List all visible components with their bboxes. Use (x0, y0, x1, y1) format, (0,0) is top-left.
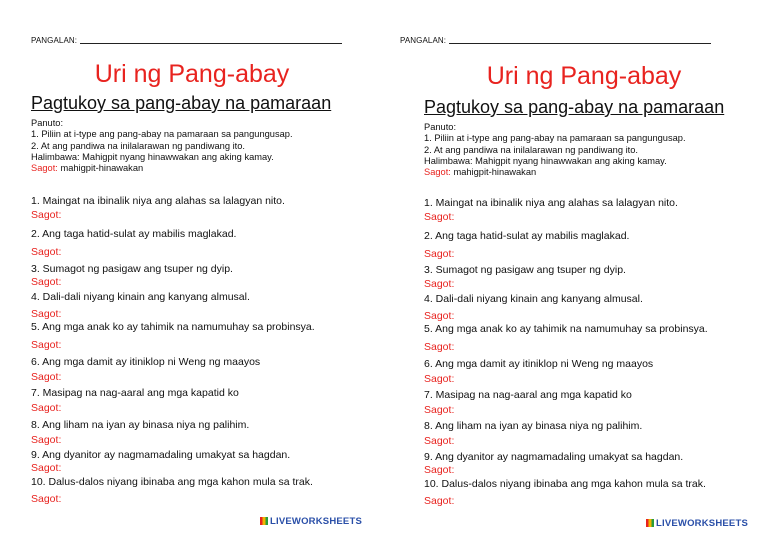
example-sentence: Halimbawa: Mahigpit nyang hinawwakan ang aking kamay. (31, 151, 274, 162)
answer-field-10[interactable]: Sagot: (424, 495, 455, 507)
answer-field-6[interactable]: Sagot: (31, 371, 62, 383)
example-answer-value: mahigpit-hinawakan (57, 163, 144, 174)
worksheet-right (384, 0, 768, 543)
question-7: 7. Masipag na nag-aaral ang mga kapatid ko (31, 387, 239, 399)
answer-field-10[interactable]: Sagot: (31, 493, 62, 505)
instruction-line-1: 1. Piliin at i-type ang pang-abay na pamaraan sa pangungusap. (424, 133, 686, 144)
instructions (424, 122, 686, 178)
question-5: 5. Ang mga anak ko ay tahimik na namumuhay sa probinsya. (31, 321, 315, 333)
answer-field-3[interactable]: Sagot: (424, 278, 455, 290)
answer-field-9[interactable]: Sagot: (31, 462, 62, 474)
question-6: 6. Ang mga damit ay itiniklop ni Weng ng maayos (31, 356, 261, 368)
question-2: 2. Ang taga hatid-sulat ay mabilis maglakad. (31, 228, 237, 240)
answer-field-2[interactable]: Sagot: (31, 246, 62, 258)
instructions (31, 118, 293, 174)
name-blank-line[interactable] (80, 43, 342, 44)
answer-field-9[interactable]: Sagot: (424, 464, 455, 476)
worksheet-title: Uri ng Pang-abay (94, 60, 290, 88)
example-answer-value: mahigpit-hinawakan (450, 167, 537, 178)
question-10: 10. Dalus-dalos niyang ibinaba ang mga kahon mula sa trak. (31, 476, 313, 488)
answer-field-3[interactable]: Sagot: (31, 276, 62, 288)
instruction-line-2: 2. At ang pandiwa na inilalarawan ng pandiwang ito. (424, 144, 638, 155)
worksheet-subtitle: Pagtukoy sa pang-abay na pamaraan (31, 93, 332, 113)
answer-field-4[interactable]: Sagot: (424, 310, 455, 322)
answer-field-8[interactable]: Sagot: (424, 435, 455, 447)
answer-field-1[interactable]: Sagot: (424, 211, 455, 223)
name-field (31, 36, 342, 45)
worksheet-title: Uri ng Pang-abay (486, 62, 682, 90)
question-1: 1. Maingat na ibinalik niya ang alahas sa lalagyan nito. (31, 195, 285, 207)
question-7: 7. Masipag na nag-aaral ang mga kapatid ko (424, 389, 632, 401)
answer-field-7[interactable]: Sagot: (424, 404, 455, 416)
answer-field-2[interactable]: Sagot: (424, 248, 455, 260)
example-answer (31, 163, 293, 174)
instructions-heading: Panuto: (31, 118, 64, 128)
example-answer-label: Sagot: (424, 167, 451, 178)
question-4: 4. Dali-dali niyang kinain ang kanyang almusal. (424, 293, 643, 305)
question-8: 8. Ang liham na iyan ay binasa niya ng palihim. (424, 420, 643, 432)
logo-text: LIVEWORKSHEETS (656, 518, 749, 529)
question-10: 10. Dalus-dalos niyang ibinaba ang mga kahon mula sa trak. (424, 478, 706, 490)
question-5: 5. Ang mga anak ko ay tahimik na namumuhay sa probinsya. (424, 323, 708, 335)
example-answer (424, 167, 686, 178)
question-2: 2. Ang taga hatid-sulat ay mabilis maglakad. (424, 230, 630, 242)
example-sentence: Halimbawa: Mahigpit nyang hinawwakan ang aking kamay. (424, 155, 667, 166)
logo-text: LIVEWORKSHEETS (270, 516, 363, 527)
question-8: 8. Ang liham na iyan ay binasa niya ng palihim. (31, 419, 250, 431)
answer-field-6[interactable]: Sagot: (424, 373, 455, 385)
worksheet-subtitle: Pagtukoy sa pang-abay na pamaraan (424, 97, 725, 117)
liveworksheets-logo-icon (260, 517, 268, 525)
question-4: 4. Dali-dali niyang kinain ang kanyang almusal. (31, 291, 250, 303)
liveworksheets-logo-icon (646, 519, 654, 527)
question-6: 6. Ang mga damit ay itiniklop ni Weng ng maayos (424, 358, 654, 370)
answer-field-4[interactable]: Sagot: (31, 308, 62, 320)
question-3: 3. Sumagot ng pasigaw ang tsuper ng dyip. (31, 263, 233, 275)
answer-field-8[interactable]: Sagot: (31, 434, 62, 446)
liveworksheets-logo (646, 518, 748, 529)
name-blank-line[interactable] (449, 43, 711, 44)
instructions-heading: Panuto: (424, 122, 457, 132)
answer-field-1[interactable]: Sagot: (31, 209, 62, 221)
instruction-line-1: 1. Piliin at i-type ang pang-abay na pamaraan sa pangungusap. (31, 129, 293, 140)
question-1: 1. Maingat na ibinalik niya ang alahas sa lalagyan nito. (424, 197, 678, 209)
liveworksheets-logo (260, 516, 362, 527)
answer-field-5[interactable]: Sagot: (424, 341, 455, 353)
answer-field-7[interactable]: Sagot: (31, 402, 62, 414)
name-label: PANGALAN: (31, 36, 78, 45)
name-field (400, 36, 711, 45)
name-label: PANGALAN: (400, 36, 447, 45)
instruction-line-2: 2. At ang pandiwa na inilalarawan ng pandiwang ito. (31, 140, 245, 151)
answer-field-5[interactable]: Sagot: (31, 339, 62, 351)
question-9: 9. Ang dyanitor ay nagmamadaling umakyat sa hagdan. (424, 451, 684, 463)
example-answer-label: Sagot: (31, 163, 58, 174)
question-3: 3. Sumagot ng pasigaw ang tsuper ng dyip. (424, 264, 626, 276)
question-9: 9. Ang dyanitor ay nagmamadaling umakyat sa hagdan. (31, 449, 291, 461)
